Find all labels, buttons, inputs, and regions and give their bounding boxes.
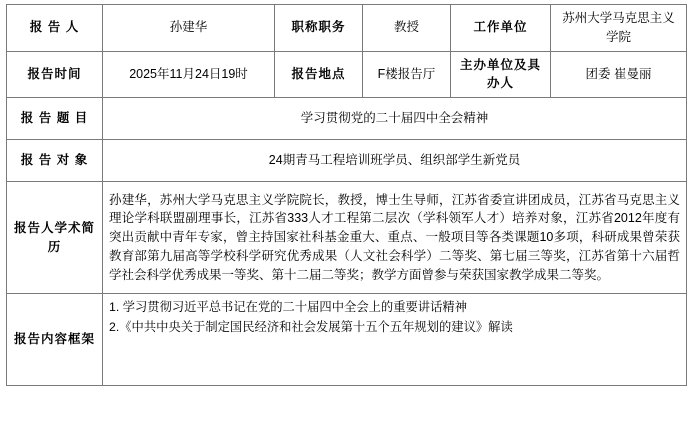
- report-info-table: [6, 4, 687, 386]
- label-report-place: 报告地点: [275, 51, 363, 98]
- value-reporter-name: 孙建华: [103, 5, 275, 52]
- value-report-topic: 学习贯彻党的二十届四中全会精神: [103, 98, 687, 140]
- label-content-framework: 报告内容框架: [7, 294, 103, 386]
- table-row-topic: [7, 98, 687, 140]
- value-report-place: F楼报告厅: [363, 51, 451, 98]
- value-academic-resume: 孙建华，苏州大学马克思主义学院院长，教授，博士生导师，江苏省委宣讲团成员，江苏省马克思主义理论学科联盟副理事长，江苏省333人才工程第二层次（学科领军人才）培养对象，江苏省2012年度有突出贡献中青年专家，曾主持国家社科基金重大、重点、一般项目等各类课题10多项，科研成果曾荣获教育部第九届高等学校科学研究优秀成果（人文社会科学）二等奖、第七届三等奖，江苏省第十六届哲学社会科学优秀成果一等奖、第十二届二等奖；教学方面曾参与荣获国家教学成果二等奖。: [103, 182, 687, 294]
- value-title: 教授: [363, 5, 451, 52]
- list-item: 2.《中共中央关于制定国民经济和社会发展第十五个五年规划的建议》解读: [109, 319, 513, 334]
- table-row-framework: [7, 294, 687, 386]
- table-row-time: [7, 51, 687, 98]
- value-report-time: 2025年11月24日19时: [103, 51, 275, 98]
- list-item: 1. 学习贯彻习近平总书记在党的二十届四中全会上的重要讲话精神: [109, 300, 467, 314]
- table-row-audience: [7, 140, 687, 182]
- label-report-topic: 报 告 题 目: [7, 98, 103, 140]
- label-report-time: 报告时间: [7, 51, 103, 98]
- table-row-resume: [7, 182, 687, 294]
- value-work-unit: 苏州大学马克思主义学院: [551, 5, 687, 52]
- framework-list: [109, 298, 680, 337]
- label-organizer: 主办单位及具办人: [451, 51, 551, 98]
- label-report-audience: 报 告 对 象: [7, 140, 103, 182]
- value-organizer: 团委 崔曼丽: [551, 51, 687, 98]
- label-work-unit: 工作单位: [451, 5, 551, 52]
- value-content-framework: [103, 294, 687, 386]
- label-title: 职称职务: [275, 5, 363, 52]
- label-reporter: 报 告 人: [7, 5, 103, 52]
- table-row-reporter: [7, 5, 687, 52]
- label-academic-resume: 报告人学术简历: [7, 182, 103, 294]
- value-report-audience: 24期青马工程培训班学员、组织部学生新党员: [103, 140, 687, 182]
